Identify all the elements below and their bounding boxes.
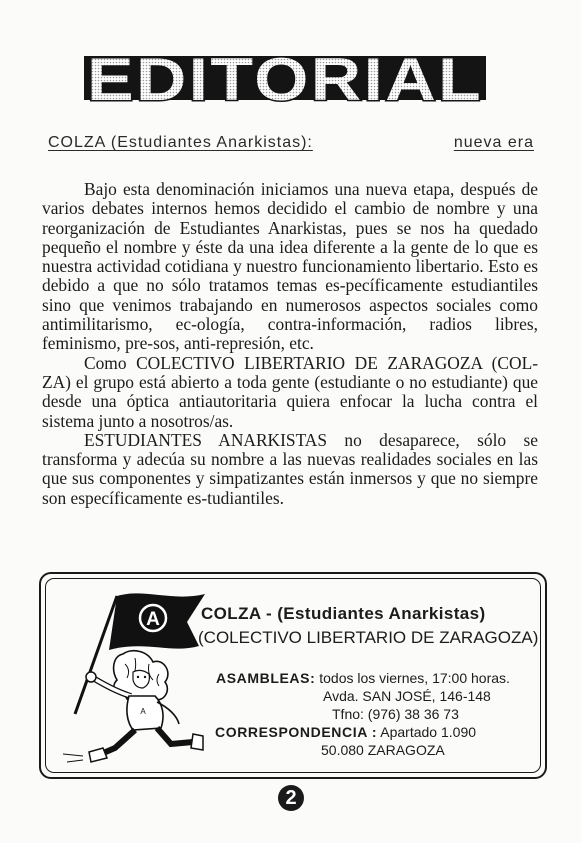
correspondencia-label: CORRESPONDENCIA : — [215, 724, 378, 740]
flag-bearer-illustration — [53, 584, 213, 770]
paragraph-3: ESTUDIANTES ANARKISTAS no desaparece, sólo se transforma y adecúa su nombre a las nuevas realidades sociales en las que sus componentes y simpatizantes están inmersos y que no siempre son específicamente es-tudiantiles. — [42, 429, 538, 508]
article-subtitle — [48, 134, 534, 156]
svg-text:A: A — [140, 707, 146, 716]
subtitle-left: COLZA (Estudiantes Anarkistas): — [48, 134, 313, 151]
paragraph-1: Bajo esta denominación iniciamos una nueva etapa, después de varios debates internos hemos decidido el cambio de nombre y una reorganización de Estudiantes Anarkistas, pues se nos ha quedado pequeño el nombre y éste da una idea diferente a la gente de lo que es nuestra actividad cotidiana y nuestro funcionamiento libertario. Esto es debido a que no sólo tratamos temas es-pecíficamente estudiantiles sino que venimos trabajando en numerosos aspectos sociales como antimilitarismo, ec-ología, contra-información, radios libres, feminismo, pre-sos, anti-represión, etc. — [42, 179, 538, 354]
correspondencia-row — [215, 724, 476, 740]
subtitle-right: nueva era — [453, 134, 534, 151]
asambleas-address: Avda. SAN JOSÉ, 146-148 — [323, 688, 491, 704]
page-title: EDITORIAL — [87, 46, 483, 112]
org-title: COLZA - (Estudiantes Anarkistas) — [201, 604, 486, 623]
svg-text:A: A — [146, 609, 160, 630]
org-full-name: (COLECTIVO LIBERTARIO DE ZARAGOZA) — [198, 628, 539, 647]
asambleas-phone: Tfno: (976) 38 36 73 — [332, 706, 459, 722]
correspondencia-city: 50.080 ZARAGOZA — [321, 742, 445, 758]
paragraph-2: Como COLECTIVO LIBERTARIO DE ZARAGOZA (COL-ZA) el grupo está abierto a toda gente (estudiante o no estudiante) que desde una óptica antiautoritaria quiera enfocar la lucha contra el sistema junto a nosotros/as. — [42, 352, 538, 431]
page-number: 2 — [278, 785, 304, 811]
asambleas-label: ASAMBLEAS: — [216, 670, 316, 686]
correspondencia-po-box: Apartado 1.090 — [380, 724, 477, 740]
asambleas-row — [216, 670, 510, 686]
contact-info-box — [39, 572, 547, 779]
editorial-title-banner — [82, 46, 488, 112]
asambleas-schedule: todos los viernes, 17:00 horas. — [319, 670, 510, 686]
editorial-title-svg — [82, 46, 488, 112]
flag-bearer-icon — [53, 584, 213, 770]
article-body — [42, 180, 538, 508]
